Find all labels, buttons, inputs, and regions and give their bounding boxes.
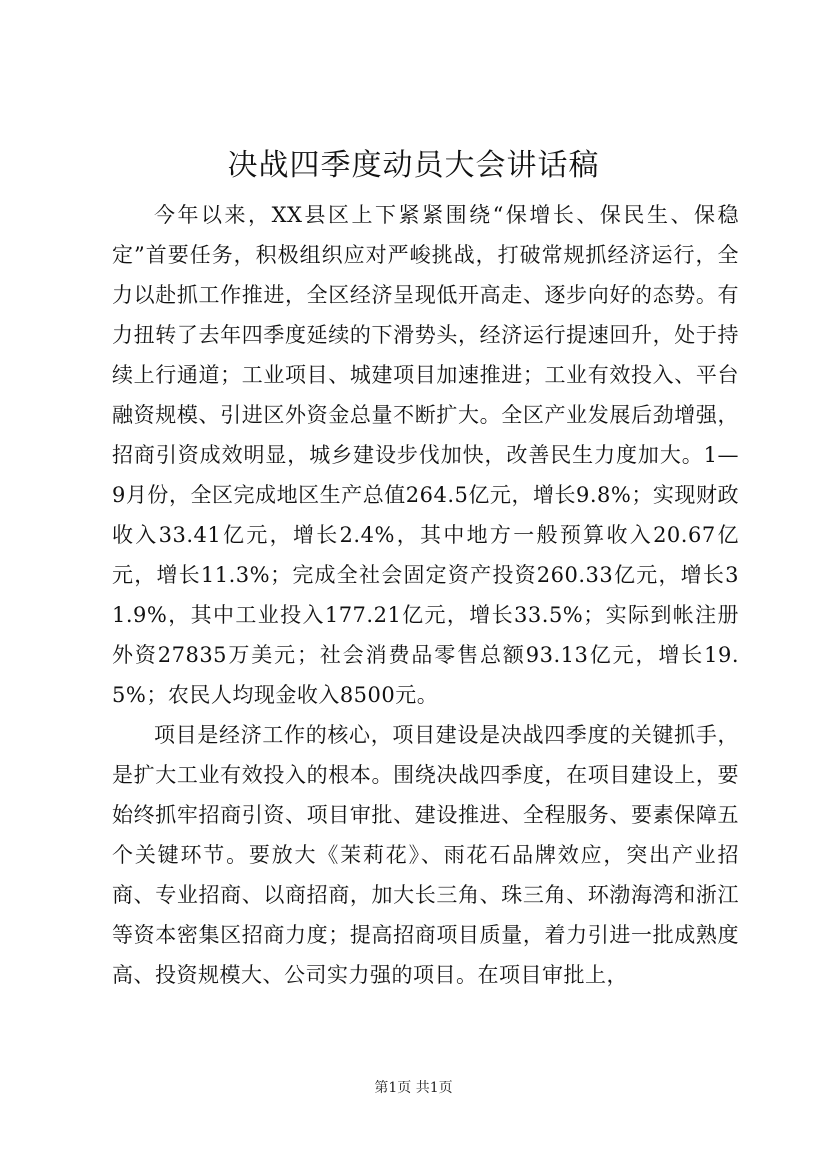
page-footer: 第1页 共1页 bbox=[374, 1080, 453, 1096]
document-body bbox=[112, 195, 739, 995]
document-title: 决战四季度动员大会讲话稿 bbox=[227, 148, 600, 183]
paragraph: 项目是经济工作的核心，项目建设是决战四季度的关键抓手，是扩大工业有效投入的根本。围绕决战四季度，在项目建设上，要始终抓牢招商引资、项目审批、建设推进、全程服务、要素保障五个关键环节。要放大《茉莉花》、雨花石品牌效应，突出产业招商、专业招商、以商招商，加大长三角、珠三角、环渤海湾和浙江等资本密集区招商力度；提高招商项目质量，着力引进一批成熟度高、投资规模大、公司实力强的项目。在项目审批上， bbox=[112, 723, 739, 987]
paragraph: 今年以来，XX县区上下紧紧围绕“保增长、保民生、保稳定”首要任务，积极组织应对严峻挑战，打破常规抓经济运行，全力以赴抓工作推进，全区经济呈现低开高走、逐步向好的态势。有力扭转了去年四季度延续的下滑势头，经济运行提速回升，处于持续上行通道；工业项目、城建项目加速推进；工业有效投入、平台融资规模、引进区外资金总量不断扩大。全区产业发展后劲增强，招商引资成效明显，城乡建设步伐加快，改善民生力度加大。1—9月份，全区完成地区生产总值264.5亿元，增长9.8%；实现财政收入33.41亿元，增长2.4%，其中地方一般预算收入20.67亿元，增长11.3%；完成全社会固定资产投资260.33亿元，增长31.9%，其中工业投入177.21亿元，增长33.5%；实际到帐注册外资27835万美元；社会消费品零售总额93.13亿元，增长19.5%；农民人均现金收入8500元。 bbox=[112, 203, 739, 707]
